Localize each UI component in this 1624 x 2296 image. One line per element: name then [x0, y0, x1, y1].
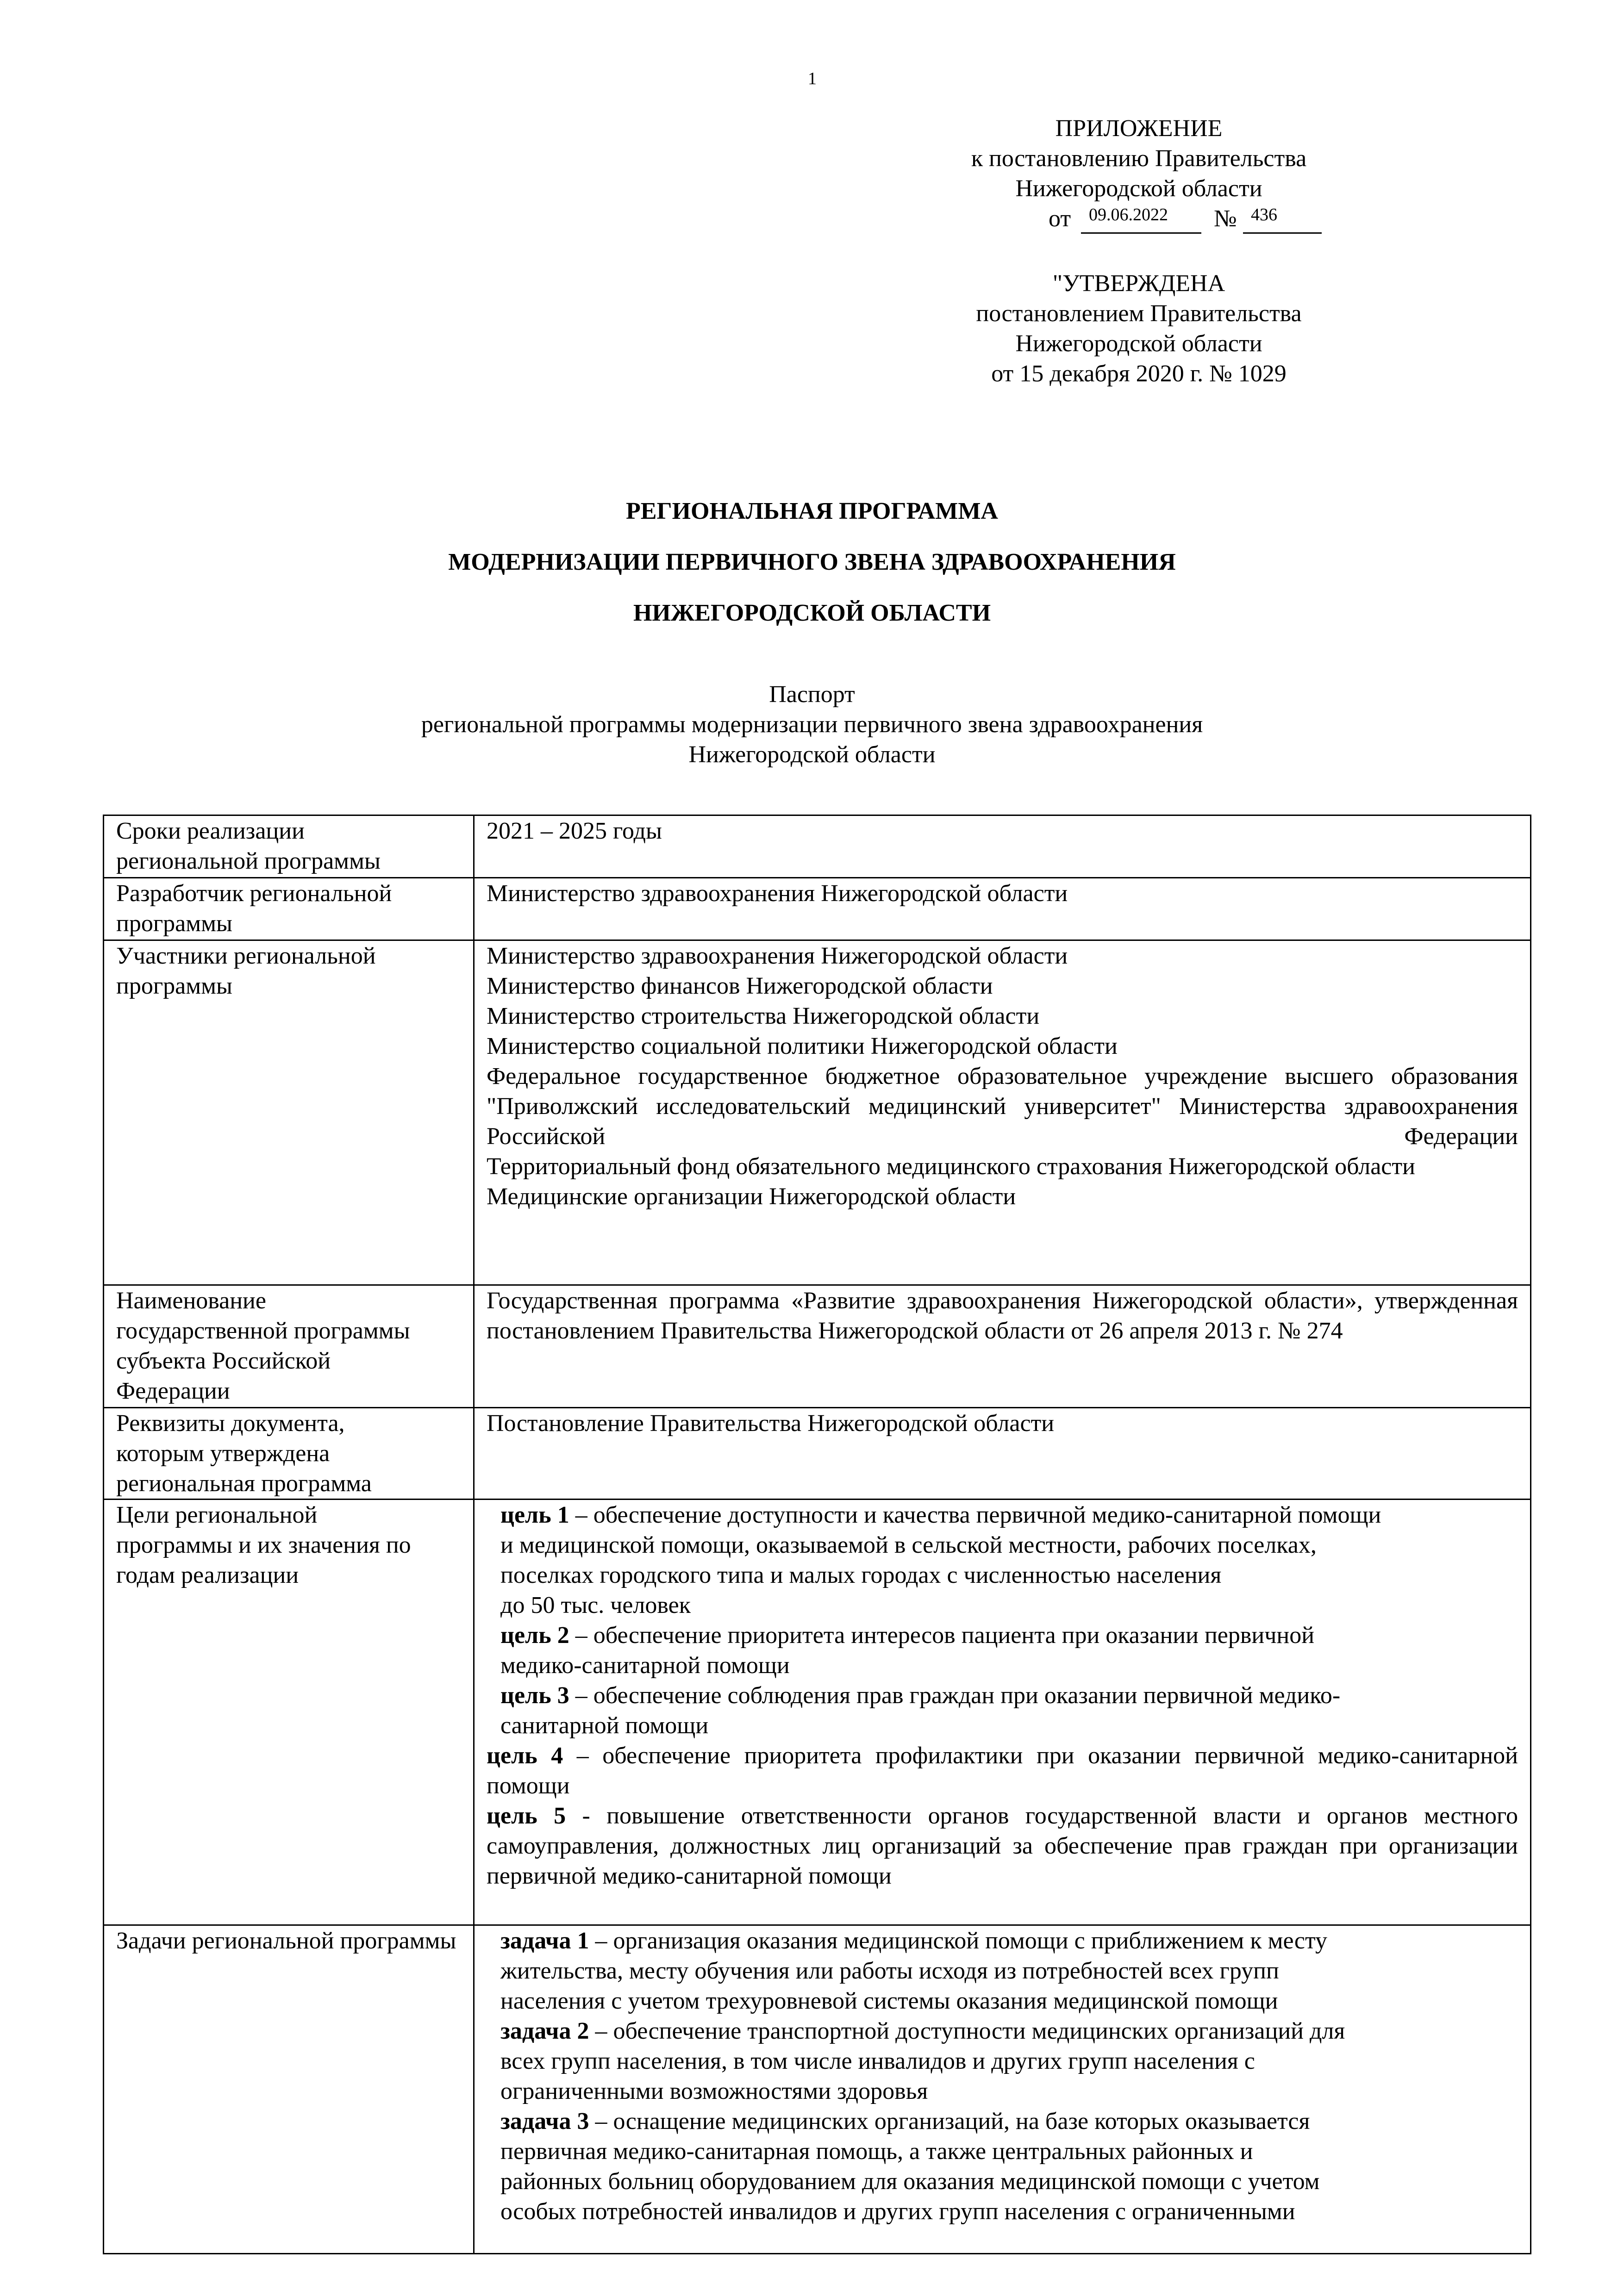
table-row [104, 1500, 1531, 1925]
label-line: которым утверждена [116, 1440, 330, 1467]
label-line: программы [116, 973, 232, 999]
task-text-line: районных больниц оборудованием для оказания медицинской помощи с учетом [500, 2168, 1320, 2195]
appendix-number: 436 [1251, 205, 1277, 224]
label-line: Сроки реализации [116, 818, 305, 844]
approved-line: постановлением Правительства [976, 300, 1302, 327]
participant-item: Территориальный фонд обязательного медицинского страхования Нижегородской области [487, 1153, 1415, 1180]
approved-title: "УТВЕРЖДЕНА [1052, 270, 1225, 297]
label-line: Цели региональной [116, 1502, 318, 1528]
label-line: Федерации [116, 1378, 230, 1404]
program-title-line: НИЖЕГОРОДСКОЙ ОБЛАСТИ [633, 600, 991, 626]
participant-item: Медицинские организации Нижегородской области [487, 1183, 1016, 1210]
appendix-block [968, 113, 1310, 234]
passport-title: Паспорт [769, 681, 855, 708]
appendix-line: Нижегородской области [1015, 175, 1262, 202]
label-line: Участники региональной [116, 943, 376, 969]
goal-item [487, 1500, 1518, 1620]
task-text-line: жительства, месту обучения или работы исходя из потребностей всех групп [500, 1958, 1279, 1984]
row-value [474, 878, 1531, 940]
goal-text: – обеспечение доступности и качества первичной медико-санитарной помощи [569, 1502, 1381, 1528]
table-row [104, 878, 1531, 940]
date-underline [1081, 232, 1201, 234]
approved-line: Нижегородской области [1015, 330, 1262, 357]
goal-item [487, 1801, 1518, 1891]
label-line: Задачи региональной программы [116, 1928, 456, 1954]
task-text: – организация оказания медицинской помощи с приближением к месту [589, 1928, 1327, 1954]
row-value [474, 1500, 1531, 1925]
appendix-date: 09.06.2022 [1089, 205, 1168, 224]
label-line: государственной программы [116, 1318, 410, 1344]
goal-text: – обеспечение соблюдения прав граждан при оказании первичной медико- [569, 1682, 1341, 1709]
row-label [104, 1500, 474, 1925]
number-underline [1243, 232, 1322, 234]
goal-key: цель 1 [500, 1502, 569, 1528]
terms-value: 2021 – 2025 годы [487, 818, 662, 844]
developer-value: Министерство здравоохранения Нижегородской области [487, 880, 1068, 907]
row-label [104, 1408, 474, 1500]
passport-heading [0, 679, 1624, 770]
goal-text-line: до 50 тыс. человек [500, 1592, 691, 1618]
row-value [474, 1925, 1531, 2254]
label-line: региональная программа [116, 1470, 372, 1497]
row-value [474, 1285, 1531, 1408]
goal-text: – обеспечение приоритета профилактики при оказании первичной медико-санитарной помощи [487, 1742, 1518, 1799]
task-text-line: первичная медико-санитарная помощь, а также центральных районных и [500, 2138, 1253, 2165]
goal-text: – обеспечение приоритета интересов пациента при оказании первичной [569, 1622, 1315, 1649]
state-program-value: Государственная программа «Развитие здравоохранения Нижегородской области», утвержденная постановлением Правительства Нижегородской области от 26 апреля 2013 г. № 274 [487, 1288, 1518, 1344]
appendix-line: к постановлению Правительства [971, 145, 1307, 172]
goal-item [487, 1741, 1518, 1801]
goal-item [487, 1620, 1518, 1680]
task-item [487, 2106, 1518, 2227]
passport-subtitle: региональной программы модернизации первичного звена здравоохранения [421, 711, 1203, 738]
label-line: субъекта Российской [116, 1348, 331, 1374]
goal-text: - повышение ответственности органов государственной власти и органов местного самоуправления, должностных лиц организаций за обеспечение прав граждан при организации первичной медико-санитарной помощи [487, 1803, 1518, 1889]
label-line: региональной программы [116, 848, 381, 874]
program-title-line: МОДЕРНИЗАЦИИ ПЕРВИЧНОГО ЗВЕНА ЗДРАВООХРАНЕНИЯ [448, 549, 1176, 575]
task-text: – обеспечение транспортной доступности медицинских организаций для [589, 2018, 1345, 2044]
table-row [104, 1285, 1531, 1408]
label-line: Реквизиты документа, [116, 1410, 345, 1437]
approved-block [968, 268, 1310, 389]
goal-item [487, 1680, 1518, 1741]
row-value [474, 940, 1531, 1285]
document-value: Постановление Правительства Нижегородской области [487, 1410, 1055, 1437]
label-line: Разработчик региональной [116, 880, 392, 907]
participant-item: Министерство социальной политики Нижегородской области [487, 1033, 1118, 1059]
task-key: задача 3 [500, 2108, 589, 2134]
row-label [104, 1285, 474, 1408]
task-text-line: населения с учетом трехуровневой системы оказания медицинской помощи [500, 1988, 1278, 2014]
task-item [487, 1926, 1518, 2016]
approved-line: от 15 декабря 2020 г. № 1029 [991, 361, 1287, 387]
row-value [474, 1408, 1531, 1500]
number-label: № [1214, 205, 1237, 232]
task-text-line: особых потребностей инвалидов и других групп населения с ограниченными [500, 2198, 1295, 2225]
participant-item: Министерство финансов Нижегородской области [487, 973, 993, 999]
task-item [487, 2016, 1518, 2106]
participant-item: Федеральное государственное бюджетное образовательное учреждение высшего образования "Приволжский исследовательский медицинский университет" Министерства здравоохранения Российской Федерации [487, 1063, 1518, 1150]
goal-key: цель 3 [500, 1682, 569, 1709]
table-row [104, 1925, 1531, 2254]
row-value [474, 815, 1531, 878]
task-text-line: ограниченными возможностями здоровья [500, 2078, 928, 2104]
task-key: задача 1 [500, 1928, 589, 1954]
label-line: годам реализации [116, 1562, 299, 1588]
goal-text-line: поселках городского типа и малых городах с численностью населения [500, 1562, 1222, 1588]
from-label: от [1049, 205, 1071, 232]
table-row [104, 815, 1531, 878]
table-row [104, 940, 1531, 1285]
program-title-line: РЕГИОНАЛЬНАЯ ПРОГРАММА [626, 498, 998, 524]
goal-key: цель 2 [500, 1622, 569, 1649]
appendix-date-row [968, 204, 1310, 234]
appendix-title: ПРИЛОЖЕНИЕ [1055, 115, 1223, 142]
participant-item: Министерство строительства Нижегородской области [487, 1003, 1040, 1029]
goal-text-line: медико-санитарной помощи [500, 1652, 790, 1679]
task-text: – оснащение медицинских организаций, на базе которых оказывается [589, 2108, 1310, 2134]
task-text-line: всех групп населения, в том числе инвалидов и других групп населения с [500, 2048, 1255, 2074]
row-label [104, 1925, 474, 2254]
row-label [104, 940, 474, 1285]
passport-table [103, 815, 1531, 2254]
label-line: программы и их значения по [116, 1532, 411, 1558]
page-number: 1 [808, 69, 817, 88]
row-label [104, 878, 474, 940]
goal-key: цель 5 [487, 1803, 566, 1829]
label-line: Наименование [116, 1288, 266, 1314]
goal-key: цель 4 [487, 1742, 563, 1769]
goal-text-line: и медицинской помощи, оказываемой в сельской местности, рабочих поселках, [500, 1532, 1317, 1558]
table-row [104, 1408, 1531, 1500]
row-label [104, 815, 474, 878]
goal-text-line: санитарной помощи [500, 1712, 709, 1739]
passport-subtitle: Нижегородской области [688, 741, 936, 768]
label-line: программы [116, 910, 232, 937]
participant-item: Министерство здравоохранения Нижегородской области [487, 943, 1068, 969]
task-key: задача 2 [500, 2018, 589, 2044]
